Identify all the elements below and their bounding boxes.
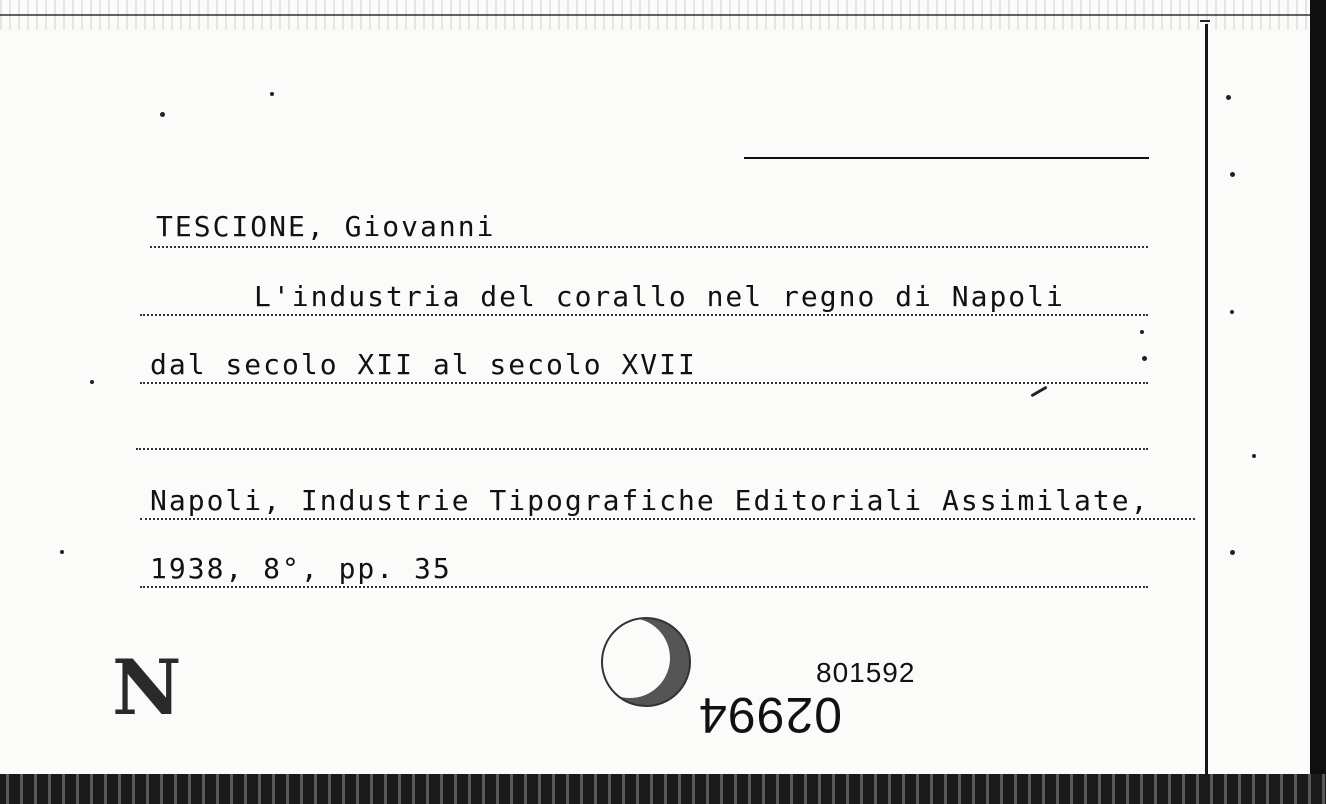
scan-speck — [1230, 550, 1235, 555]
scan-speck — [1252, 454, 1256, 458]
card-bottom-edge — [0, 774, 1326, 804]
stamp-letter-n: N — [112, 643, 182, 732]
guide-line — [140, 586, 1148, 588]
call-number-blank-line — [744, 157, 1149, 159]
scan-speck — [1230, 172, 1235, 177]
card-right-border — [1205, 24, 1208, 776]
scan-speck — [1230, 310, 1234, 314]
scan-speck — [270, 92, 274, 96]
guide-line — [140, 314, 1148, 316]
scan-speck — [90, 380, 94, 384]
author-heading: TESCIONE, Giovanni — [156, 210, 496, 243]
imprint-line-1: Napoli, Industrie Tipografiche Editoriali Assimilate, — [150, 484, 1150, 517]
card-top-rule — [0, 14, 1310, 16]
inverted-stamp-number: 02994 — [698, 687, 843, 743]
scan-speck — [1140, 330, 1144, 334]
guide-line — [136, 448, 1148, 450]
scan-speck — [60, 550, 64, 554]
scan-speck — [1226, 95, 1231, 100]
guide-line — [140, 518, 1195, 520]
frame-corner — [1200, 20, 1210, 22]
scan-right-edge — [1310, 0, 1326, 804]
accession-number: 801592 — [816, 657, 916, 688]
title-line-2: dal secolo XII al secolo XVII — [150, 348, 697, 381]
imprint-line-2: 1938, 8°, pp. 35 — [150, 552, 452, 585]
scan-speck — [160, 112, 165, 117]
scan-mark — [1030, 386, 1047, 398]
guide-line — [140, 382, 1148, 384]
scan-speck — [1142, 356, 1147, 361]
crescent-seal-stamp — [600, 610, 692, 714]
guide-line — [150, 246, 1148, 248]
title-line-1: L'industria del corallo nel regno di Napoli — [254, 280, 1065, 313]
